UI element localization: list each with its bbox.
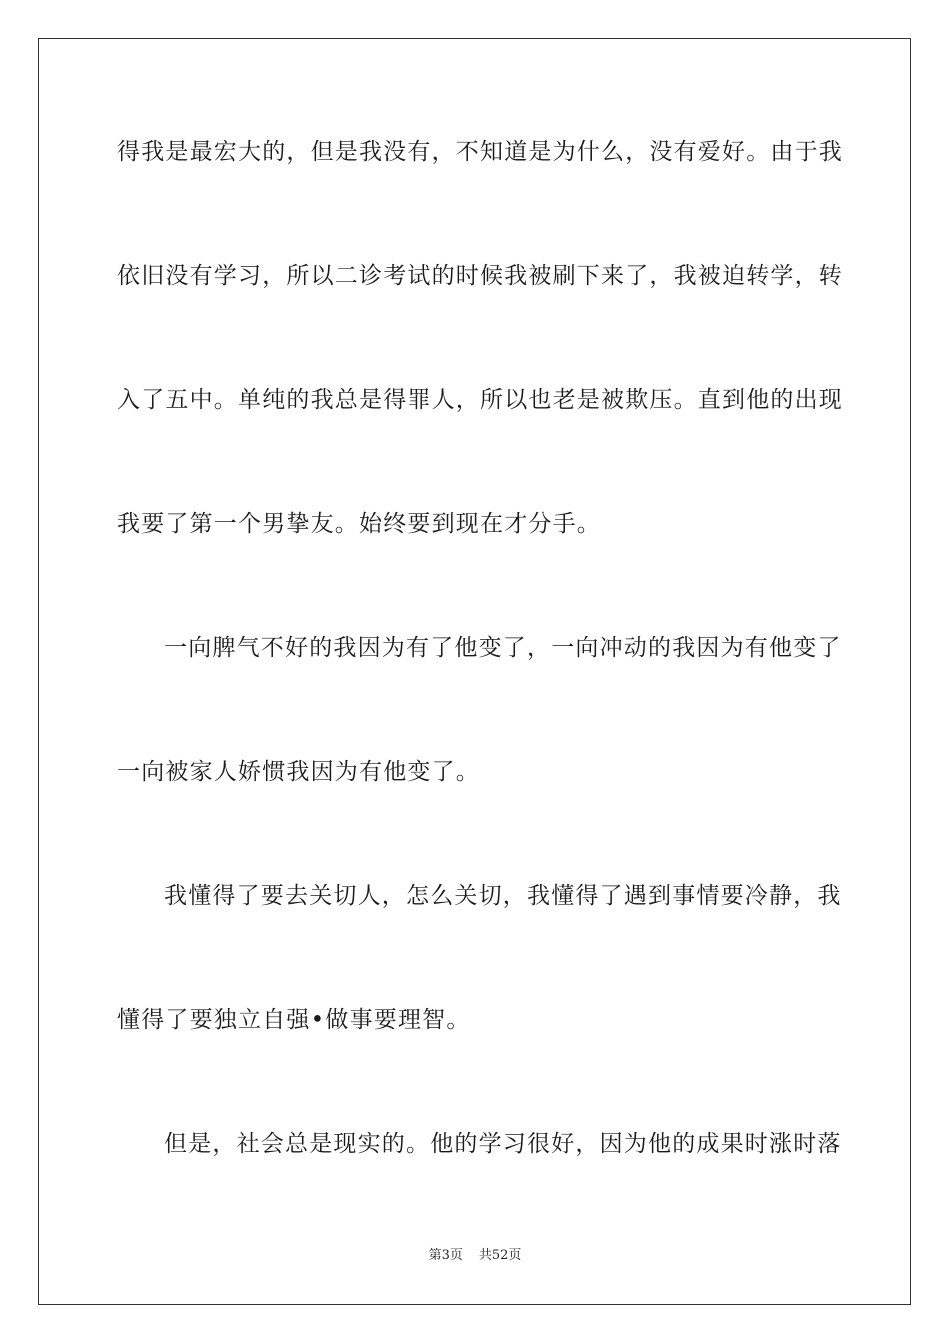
body-text-line-2: 依旧没有学习，所以二诊考试的时候我被刷下来了，我被迫转学，转: [117, 263, 843, 289]
paragraph-2-line-2: 一向被家人娇惯我因为有他变了。: [117, 759, 480, 785]
page-number: 第3页: [428, 1248, 463, 1263]
total-pages: 共52页: [478, 1248, 522, 1263]
paragraph-4-line-1: 但是，社会总是现实的。他的学习很好，因为他的成果时涨时落: [164, 1131, 842, 1157]
paragraph-3-line-2: 懂得了要独立自强•做事要理智。: [117, 1007, 471, 1033]
page-border: [38, 38, 911, 1305]
body-text-line-1: 得我是最宏大的，但是我没有，不知道是为什么，没有爱好。由于我: [117, 139, 843, 165]
page-footer: [0, 1247, 950, 1265]
paragraph-3-line-1: 我懂得了要去关切人，怎么关切，我懂得了遇到事情要冷静，我: [164, 883, 842, 909]
body-text-line-4: 我要了第一个男挚友。始终要到现在才分手。: [117, 511, 601, 537]
body-text-line-3: 入了五中。单纯的我总是得罪人，所以也老是被欺压。直到他的出现: [117, 387, 843, 413]
paragraph-2-line-1: 一向脾气不好的我因为有了他变了，一向冲动的我因为有他变了: [164, 635, 842, 661]
